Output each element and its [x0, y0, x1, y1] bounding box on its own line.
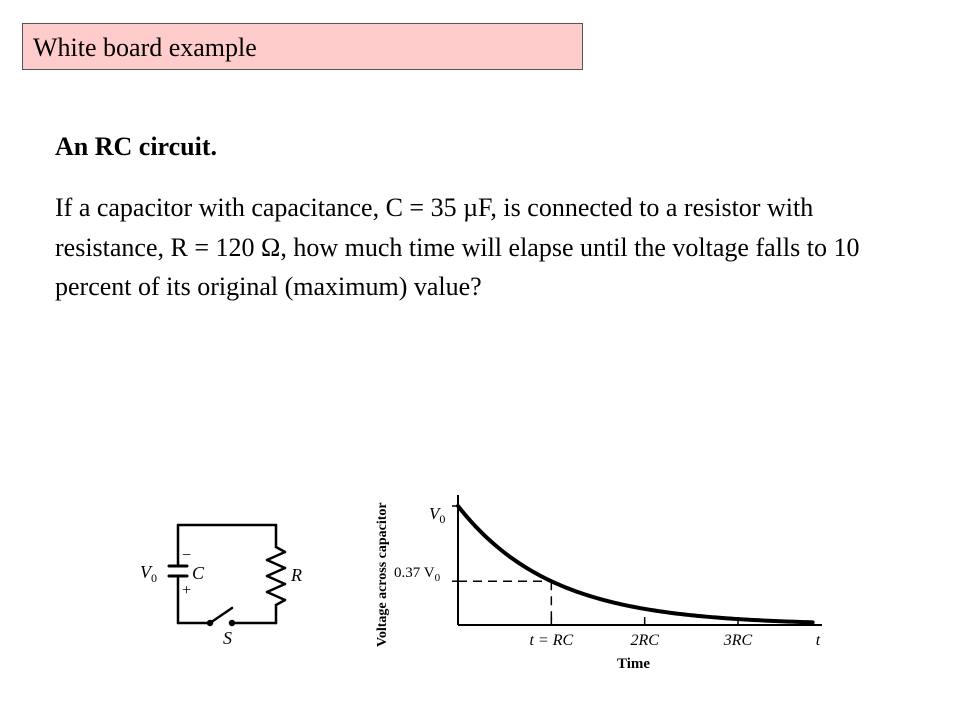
- y-tick-v0: $V_0$: [429, 504, 446, 526]
- x-tick-label-2: 2RC: [630, 632, 659, 649]
- y-tick-037v0: 0.37 $V_0$: [394, 565, 441, 584]
- x-tick-label-4: t: [815, 632, 821, 649]
- circuit-r-label: R: [291, 565, 302, 585]
- resistor-symbol: [267, 547, 285, 605]
- slide-title: White board example: [22, 23, 583, 70]
- x-tick-label-1: t = RC: [529, 632, 574, 649]
- circuit-v0-label: $V_0$: [140, 562, 157, 585]
- voltage-decay-graph: [362, 455, 832, 675]
- graph-y-axis-label: Voltage across capacitor: [375, 502, 390, 647]
- voltage-decay-curve: [458, 506, 813, 622]
- switch-lever: [210, 608, 232, 623]
- capacitor-plus-sign: +: [182, 582, 192, 599]
- problem-text: If a capacitor with capacitance, C = 35 µF, is connected to a resistor with resistance, R = 120 Ω, how much time will elapse until the voltage falls to 10 percent of its original (maximum) value?: [55, 193, 860, 301]
- capacitor-minus-sign: −: [182, 547, 192, 564]
- circuit-s-label: S: [223, 628, 232, 648]
- problem-heading: An RC circuit.: [55, 132, 218, 161]
- graph-x-axis-label: Time: [617, 656, 651, 672]
- switch-contact-right: [230, 621, 234, 625]
- x-tick-label-3: 3RC: [723, 632, 753, 649]
- rc-circuit-diagram: [138, 520, 313, 650]
- circuit-c-label: C: [192, 563, 205, 583]
